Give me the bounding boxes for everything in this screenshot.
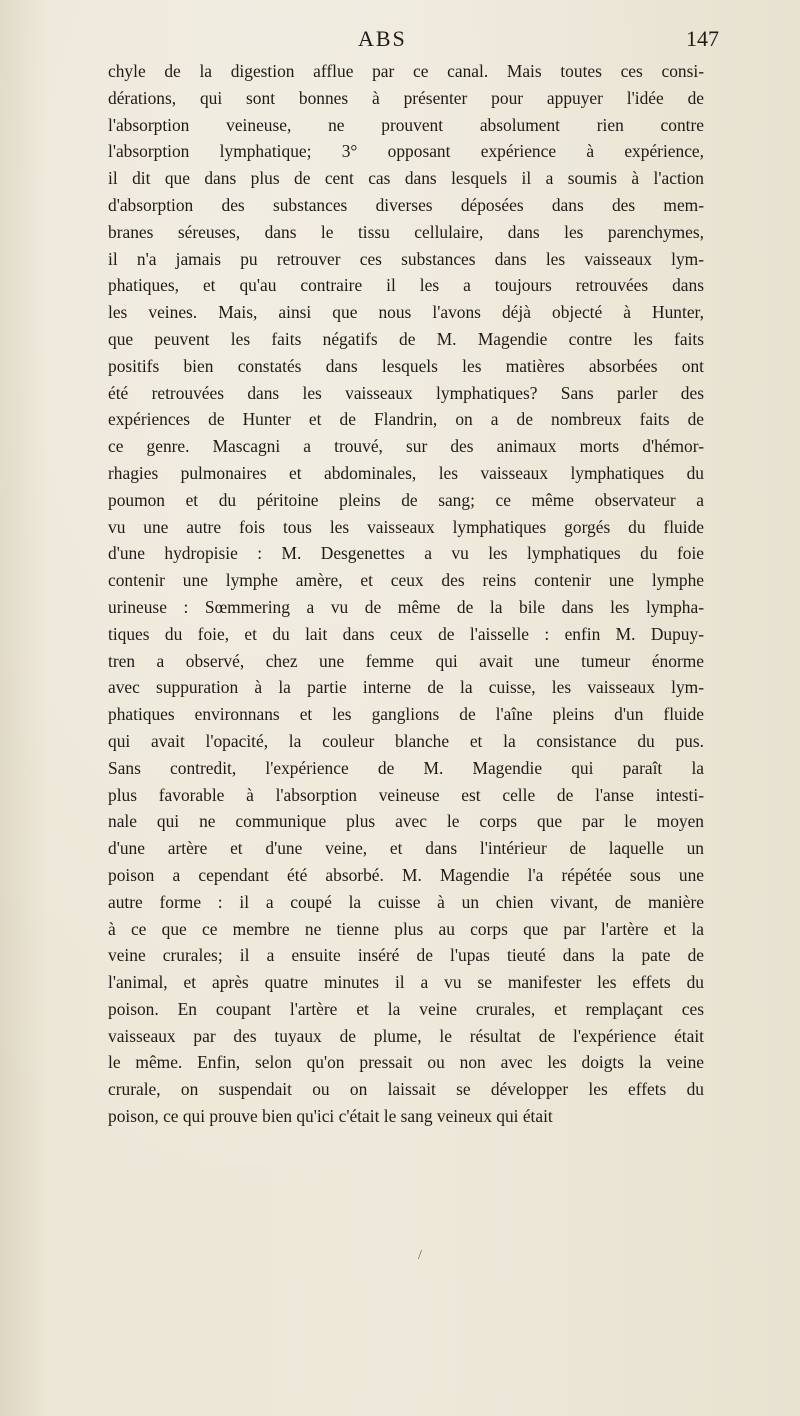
text-line: été retrouvées dans les vaisseaux lymphatiques? Sans parler des bbox=[108, 382, 704, 403]
text-line: plus favorable à l'absorption veineuse est celle de l'anse intesti- bbox=[108, 784, 704, 805]
text-line: rhagies pulmonaires et abdominales, les vaisseaux lymphatiques du bbox=[108, 462, 704, 483]
text-line: avec suppuration à la partie interne de la cuisse, les vaisseaux lym- bbox=[108, 677, 704, 698]
running-head-title: ABS bbox=[358, 26, 407, 51]
text-line: ce genre. Mascagni a trouvé, sur des animaux morts d'hémor- bbox=[108, 436, 704, 457]
text-line: qui avait l'opacité, la couleur blanche et la consistance du pus. bbox=[108, 730, 704, 751]
text-line: tren a observé, chez une femme qui avait une tumeur énorme bbox=[108, 650, 704, 671]
text-line: d'une hydropisie : M. Desgenettes a vu les lymphatiques du foie bbox=[108, 543, 704, 564]
text-line: l'absorption lymphatique; 3° opposant expérience à expérience, bbox=[108, 141, 704, 162]
text-line: tiques du foie, et du lait dans ceux de l'aisselle : enfin M. Dupuy- bbox=[108, 623, 704, 644]
text-line: Sans contredit, l'expérience de M. Magendie qui paraît la bbox=[108, 757, 704, 778]
text-line: vu une autre fois tous les vaisseaux lymphatiques gorgés du fluide bbox=[108, 516, 704, 537]
text-line: urineuse : Sœmmering a vu de même de la bile dans les lympha- bbox=[108, 596, 704, 617]
page-number: 147 bbox=[686, 26, 719, 51]
text-line: dérations, qui sont bonnes à présenter pour appuyer l'idée de bbox=[108, 87, 704, 108]
text-line: il n'a jamais pu retrouver ces substances dans les vaisseaux lym- bbox=[108, 248, 704, 269]
text-line: veine crurales; il a ensuite inséré de l'upas tieuté dans la pate de bbox=[108, 945, 704, 966]
text-line: chyle de la digestion afflue par ce canal. Mais toutes ces consi- bbox=[108, 61, 704, 81]
text-line: nale qui ne communique plus avec le corps que par le moyen bbox=[108, 811, 704, 832]
body-text bbox=[108, 58, 704, 1130]
text-line: autre forme : il a coupé la cuisse à un chien vivant, de manière bbox=[108, 891, 704, 912]
text-line: il dit que dans plus de cent cas dans lesquels il a soumis à l'action bbox=[108, 168, 704, 189]
text-line: expériences de Hunter et de Flandrin, on a de nombreux faits de bbox=[108, 409, 704, 430]
text-line: d'absorption des substances diverses déposées dans des mem- bbox=[108, 194, 704, 215]
text-line: vaisseaux par des tuyaux de plume, le résultat de l'expérience était bbox=[108, 1025, 704, 1046]
text-line: poison. En coupant l'artère et la veine crurales, et remplaçant ces bbox=[108, 998, 704, 1019]
text-line: les veines. Mais, ainsi que nous l'avons déjà objecté à Hunter, bbox=[108, 302, 704, 323]
text-line: d'une artère et d'une veine, et dans l'intérieur de laquelle un bbox=[108, 838, 704, 859]
text-line: le même. Enfin, selon qu'on pressait ou non avec les doigts la veine bbox=[108, 1052, 704, 1073]
text-line: à ce que ce membre ne tienne plus au corps que par l'artère et la bbox=[108, 918, 704, 939]
text-line: poison a cependant été absorbé. M. Magendie l'a répétée sous une bbox=[108, 864, 704, 885]
text-line: branes séreuses, dans le tissu cellulaire, dans les parenchymes, bbox=[108, 221, 704, 242]
text-line: phatiques environnans et les ganglions de l'aîne pleins d'un fluide bbox=[108, 704, 704, 725]
text-line: poumon et du péritoine pleins de sang; ce même observateur a bbox=[108, 489, 704, 510]
text-line: que peuvent les faits négatifs de M. Magendie contre les faits bbox=[108, 328, 704, 349]
text-line: contenir une lymphe amère, et ceux des reins contenir une lymphe bbox=[108, 570, 704, 591]
text-line: phatiques, et qu'au contraire il les a toujours retrouvées dans bbox=[108, 275, 704, 296]
text-line: l'absorption veineuse, ne prouvent absolument rien contre bbox=[108, 114, 704, 135]
stray-mark: / bbox=[418, 1248, 422, 1263]
text-line: l'animal, et après quatre minutes il a vu se manifester les effets du bbox=[108, 972, 704, 993]
text-line: poison, ce qui prouve bien qu'ici c'était le sang veineux qui était bbox=[108, 1106, 553, 1127]
text-line: crurale, on suspendait ou on laissait se développer les effets du bbox=[108, 1079, 704, 1100]
text-line: positifs bien constatés dans lesquels les matières absorbées ont bbox=[108, 355, 704, 376]
